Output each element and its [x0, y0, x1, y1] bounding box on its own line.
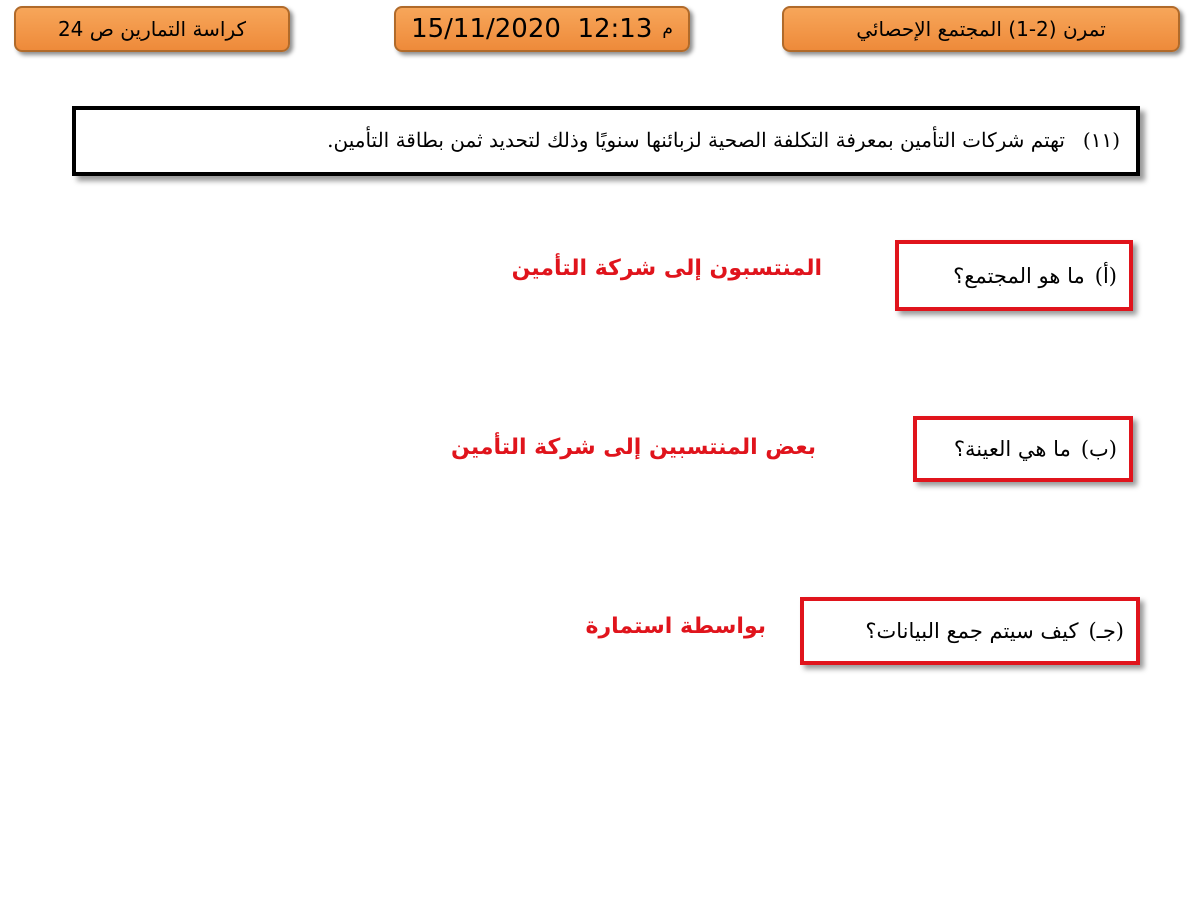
- datetime-badge: [394, 6, 690, 52]
- workbook-page-badge: [14, 6, 290, 52]
- question-a-box: [895, 240, 1133, 311]
- problem-number: (١١): [1082, 128, 1120, 152]
- question-b-box: [913, 416, 1133, 482]
- problem-statement-box: [72, 106, 1140, 176]
- question-a-letter: (أ): [1094, 263, 1117, 288]
- time-unit-label: م: [662, 19, 673, 39]
- problem-text: تهتم شركات التأمين بمعرفة التكلفة الصحية لزبائنها سنويًا وذلك لتحديد ثمن بطاقة التأمين.: [327, 128, 1065, 152]
- question-c-letter: (جـ): [1088, 619, 1124, 643]
- question-c-text: كيف سيتم جمع البيانات؟: [865, 619, 1079, 643]
- exercise-title-badge: [782, 6, 1180, 52]
- question-b-text: ما هي العينة؟: [953, 437, 1071, 461]
- answer-b-text: بعض المنتسبين إلى شركة التأمين: [451, 435, 816, 460]
- answer-c-text: بواسطة استمارة: [585, 614, 766, 639]
- exercise-title: تمرن (2-1) المجتمع الإحصائي: [856, 17, 1106, 41]
- question-a-text: ما هو المجتمع؟: [953, 263, 1085, 288]
- workbook-page-label: كراسة التمارين ص 24: [57, 17, 247, 41]
- question-c-box: [800, 597, 1140, 665]
- answer-a-text: المنتسبون إلى شركة التأمين: [511, 256, 822, 281]
- question-b-letter: (ب): [1080, 437, 1117, 461]
- datetime-value: 15/11/2020 12:13: [411, 14, 653, 44]
